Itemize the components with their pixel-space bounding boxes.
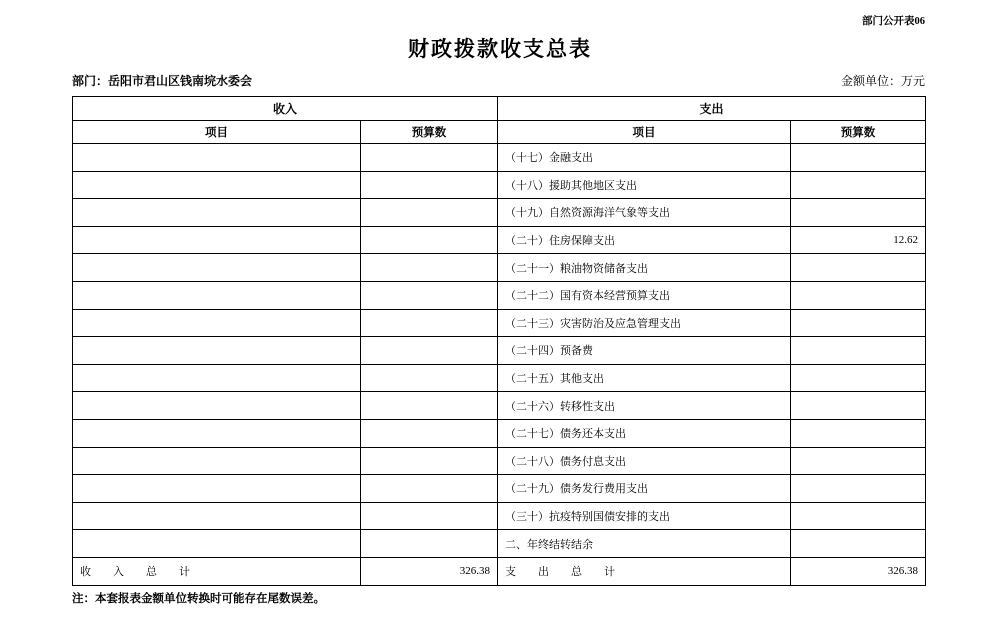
expense-budget-cell	[791, 199, 926, 227]
page-title: 财政拨款收支总表	[408, 37, 592, 61]
expense-budget-cell	[791, 419, 926, 447]
table-row	[73, 475, 926, 503]
income-budget-cell: 326.38	[361, 557, 498, 585]
table-row	[73, 364, 926, 392]
income-item-cell	[73, 309, 361, 337]
expense-budget-header: 预算数	[791, 121, 926, 144]
income-budget-cell	[361, 309, 498, 337]
expense-item-cell: （十八）援助其他地区支出	[498, 171, 791, 199]
expense-item-cell: （二十二）国有资本经营预算支出	[498, 281, 791, 309]
table-row	[73, 447, 926, 475]
expense-item-cell: 二、年终结转结余	[498, 530, 791, 558]
expense-budget-cell	[791, 447, 926, 475]
expense-item-cell: （二十九）债务发行费用支出	[498, 475, 791, 503]
expense-budget-cell	[791, 392, 926, 420]
expense-budget-cell	[791, 502, 926, 530]
income-item-cell	[73, 199, 361, 227]
table-row	[73, 281, 926, 309]
expense-item-cell: （二十四）预备费	[498, 337, 791, 365]
income-budget-cell	[361, 530, 498, 558]
income-item-cell	[73, 475, 361, 503]
income-item-cell	[73, 144, 361, 172]
expense-item-header: 项目	[498, 121, 791, 144]
expense-budget-cell	[791, 364, 926, 392]
table-row	[73, 530, 926, 558]
amount-unit-label: 金额单位：万元	[840, 74, 925, 88]
income-item-cell	[73, 364, 361, 392]
expense-budget-cell	[791, 475, 926, 503]
department-label: 部门：岳阳市君山区钱南垸水委会	[72, 74, 253, 88]
income-budget-cell	[361, 419, 498, 447]
expense-item-cell: （二十八）债务付息支出	[498, 447, 791, 475]
footnote: 注：本套报表金额单位转换时可能存在尾数误差。	[72, 593, 325, 605]
expense-group-header: 支出	[498, 97, 926, 121]
expense-budget-cell	[791, 171, 926, 199]
income-budget-cell	[361, 337, 498, 365]
income-item-cell	[73, 392, 361, 420]
table-header	[73, 97, 926, 144]
expense-budget-cell	[791, 254, 926, 282]
expense-budget-cell	[791, 144, 926, 172]
table-row	[73, 226, 926, 254]
income-item-cell	[73, 419, 361, 447]
income-budget-header: 预算数	[361, 121, 498, 144]
expense-item-cell: （十九）自然资源海洋气象等支出	[498, 199, 791, 227]
expense-budget-cell	[791, 337, 926, 365]
table-row	[73, 309, 926, 337]
income-budget-cell	[361, 502, 498, 530]
income-budget-cell	[361, 475, 498, 503]
expense-budget-cell	[791, 309, 926, 337]
expense-item-cell: （三十）抗疫特别国债安排的支出	[498, 502, 791, 530]
income-item-cell	[73, 254, 361, 282]
expense-item-cell: 支 出 总 计	[498, 557, 791, 585]
table-row	[73, 254, 926, 282]
table-row	[73, 392, 926, 420]
column-header-row	[73, 121, 926, 144]
income-group-header: 收入	[73, 97, 498, 121]
income-item-cell	[73, 447, 361, 475]
table-row	[73, 337, 926, 365]
expense-item-cell: （二十三）灾害防治及应急管理支出	[498, 309, 791, 337]
table-row	[73, 144, 926, 172]
total-row	[73, 557, 926, 585]
expense-budget-cell	[791, 530, 926, 558]
table-row	[73, 171, 926, 199]
income-item-cell	[73, 337, 361, 365]
income-item-cell	[73, 502, 361, 530]
budget-table	[72, 96, 926, 586]
expense-item-cell: （二十六）转移性支出	[498, 392, 791, 420]
table-row	[73, 502, 926, 530]
expense-budget-cell: 12.62	[791, 226, 926, 254]
income-budget-cell	[361, 364, 498, 392]
income-budget-cell	[361, 171, 498, 199]
table-row	[73, 419, 926, 447]
income-budget-cell	[361, 281, 498, 309]
income-item-cell	[73, 281, 361, 309]
income-budget-cell	[361, 392, 498, 420]
income-item-cell	[73, 530, 361, 558]
meta-row	[72, 72, 925, 89]
income-budget-cell	[361, 226, 498, 254]
expense-item-cell: （十七）金融支出	[498, 144, 791, 172]
expense-item-cell: （二十五）其他支出	[498, 364, 791, 392]
group-header-row	[73, 97, 926, 121]
income-budget-cell	[361, 199, 498, 227]
income-item-header: 项目	[73, 121, 361, 144]
table-row	[73, 199, 926, 227]
income-budget-cell	[361, 144, 498, 172]
doc-code: 部门公开表06	[862, 16, 925, 27]
expense-budget-cell: 326.38	[791, 557, 926, 585]
income-budget-cell	[361, 447, 498, 475]
income-budget-cell	[361, 254, 498, 282]
expense-item-cell: （二十七）债务还本支出	[498, 419, 791, 447]
income-item-cell: 收 入 总 计	[73, 557, 361, 585]
expense-item-cell: （二十一）粮油物资储备支出	[498, 254, 791, 282]
income-item-cell	[73, 171, 361, 199]
table-body	[73, 144, 926, 586]
expense-budget-cell	[791, 281, 926, 309]
income-item-cell	[73, 226, 361, 254]
expense-item-cell: （二十）住房保障支出	[498, 226, 791, 254]
